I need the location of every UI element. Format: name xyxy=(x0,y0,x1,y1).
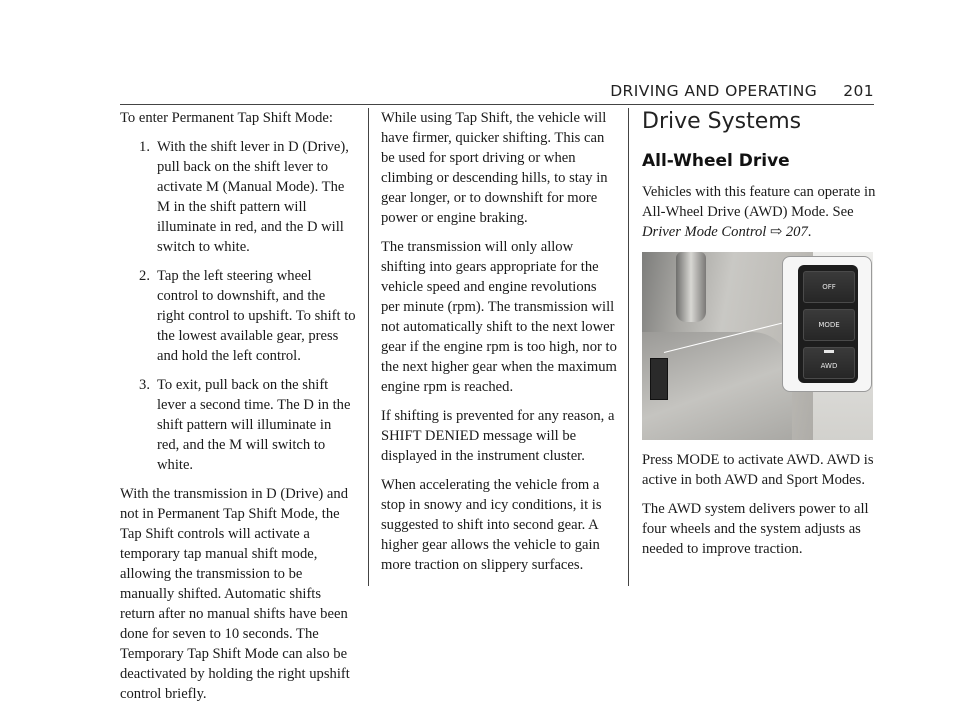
list-item xyxy=(120,137,356,257)
awd-button-photo xyxy=(642,252,873,440)
paragraph: With the transmission in D (Drive) and not in Permanent Tap Shift Mode, the Tap Shift controls will activate a temporary tap manual shift mode, allowing the transmission to be manually shifted. Automatic shifts return after no manual shifts have been done for seven to 10 seconds. The Temporary Tap Shift Mode can also be deactivated by holding the right upshift control briefly. xyxy=(120,486,350,702)
step-number: 2. xyxy=(139,268,150,284)
paragraph: When accelerating the vehicle from a stop in snowy and icy conditions, it is suggested to shift into second gear. A higher gear allows the vehicle to gain more traction on slippery surfaces. xyxy=(381,477,602,573)
column-3 xyxy=(642,108,878,568)
paragraph: Vehicles with this feature can operate in All-Wheel Drive (AWD) Mode. See Driver Mode Control ⇨ 207. xyxy=(642,184,876,240)
column-divider xyxy=(628,108,629,586)
step-text: To exit, pull back on the shift lever a second time. The D in the shift pattern will illuminate in red, and the M will switch to white. xyxy=(157,377,351,473)
list-item xyxy=(120,375,356,475)
step-number: 3. xyxy=(139,377,150,393)
column-2 xyxy=(381,108,617,584)
step-text: With the shift lever in D (Drive), pull back on the shift lever to activate M (Manual Mode). The M in the shift pattern will illuminate in red, and the D will switch to white. xyxy=(157,139,349,255)
paragraph-text: Vehicles with this feature can operate in All-Wheel Drive (AWD) Mode. See xyxy=(642,184,876,220)
paragraph: While using Tap Shift, the vehicle will have firmer, quicker shifting. This can be used for sport driving or when climbing or descending hills, to stay in gear longer, or to downshift for more power or engine braking. xyxy=(381,110,608,226)
indicator-light-icon xyxy=(824,350,834,353)
list-item xyxy=(120,266,356,366)
paragraph: Press MODE to activate AWD. AWD is active in both AWD and Sport Modes. xyxy=(642,452,874,488)
paragraph: If shifting is prevented for any reason, a SHIFT DENIED message will be displayed in the instrument cluster. xyxy=(381,408,615,464)
page-number: 201 xyxy=(843,82,874,100)
step-text: Tap the left steering wheel control to downshift, and the right control to upshift. To shift to the lowest available gear, press and hold the left control. xyxy=(157,268,356,364)
page-header xyxy=(610,82,874,100)
paragraph: The transmission will only allow shifting into gears appropriate for the vehicle speed and engine revolutions per minute (rpm). The transmission will not automatically shift to the next lower gear if the engine rpm is too high, nor to the next higher gear when the maximum engine rpm is reached. xyxy=(381,239,617,395)
section-heading: Drive Systems xyxy=(642,109,802,134)
subsection-heading: All-Wheel Drive xyxy=(642,151,790,171)
console-switch-image xyxy=(650,358,668,400)
awd-button: AWD xyxy=(803,347,855,379)
shift-lever-image xyxy=(676,252,706,322)
section-title: DRIVING AND OPERATING xyxy=(610,82,818,100)
column-1 xyxy=(120,108,356,713)
mode-button: MODE xyxy=(803,309,855,341)
column-divider xyxy=(368,108,369,586)
button-inset xyxy=(782,256,872,392)
steps-list xyxy=(120,137,356,475)
off-button: OFF xyxy=(803,271,855,303)
cross-reference-link[interactable]: Driver Mode Control ⇨ 207 xyxy=(642,224,808,240)
paragraph: The AWD system delivers power to all four wheels and the system adjusts as needed to improve traction. xyxy=(642,501,869,557)
page-ref-arrow-icon: ⇨ xyxy=(769,224,783,240)
header-rule xyxy=(120,104,874,105)
drive-button-panel xyxy=(798,265,858,383)
step-number: 1. xyxy=(139,139,150,155)
intro-text: To enter Permanent Tap Shift Mode: xyxy=(120,110,333,126)
